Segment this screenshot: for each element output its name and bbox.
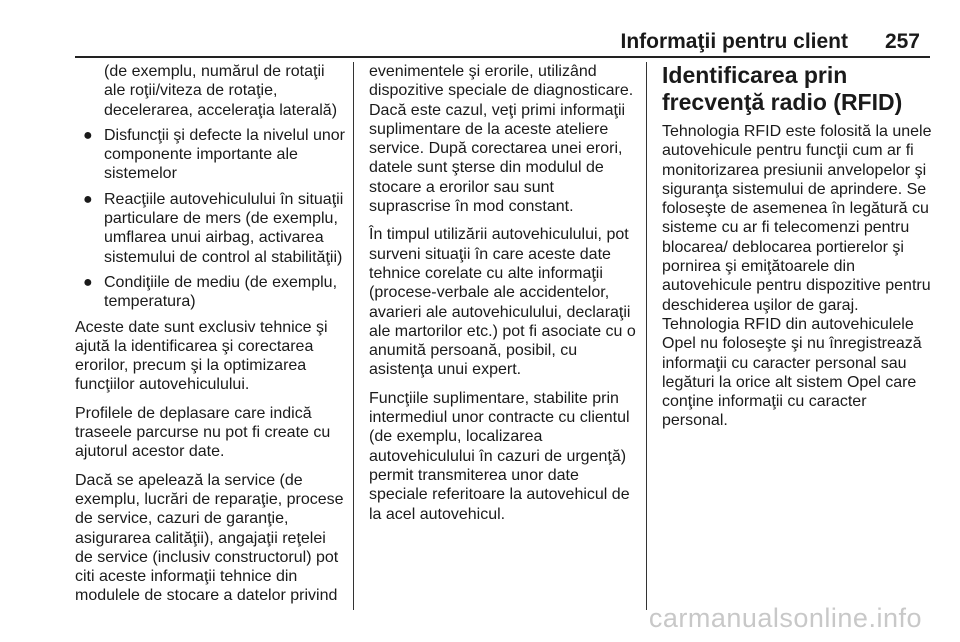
list-item — [75, 273, 345, 312]
column-divider — [353, 62, 354, 610]
paragraph: evenimentele şi erorile, utilizând dispozitive speciale de diagnosticare. Dacă este cazul, veţi primi informaţii suplimentare de la aceste ateliere service. După corectarea unei erori, datele sunt şterse din modulul de stocare a erorilor sau sunt suprascrise în mod constant. — [369, 63, 634, 216]
paragraph: Profilele de deplasare care indică traseele parcurse nu pot fi create cu ajutorul acestor date. — [75, 404, 331, 461]
column-3 — [662, 62, 932, 440]
paragraph: În timpul utilizării autovehiculului, pot surveni situaţii în care aceste date tehnice corelate cu alte informaţii (procese-verbale ale accidentelor, avarieri ale autovehiculului, declaraţii ale martorilor etc.) pot fi asociate cu o anumită persoană, posibil, cu asistenţa unui expert. — [369, 226, 636, 379]
column-1 — [75, 62, 345, 615]
bullet-icon: ● — [83, 273, 93, 291]
paragraph: Aceste date sunt exclusiv tehnice şi ajută la identificarea şi corectarea erorilor, precum şi la optimizarea funcţiilor autovehiculului. — [75, 318, 328, 394]
paragraph: Funcţiile suplimentare, stabilite prin intermediul unor contracte cu clientul (de exemplu, localizarea autovehiculului în cazuri de urgenţă) permit transmiterea unor date speciale referitoare la autovehicul de la acel autovehicul. — [369, 389, 630, 523]
list-item-text: Disfuncţii şi defecte la nivelul unor componente importante ale sistemelor — [104, 126, 346, 183]
list-item — [75, 126, 345, 184]
watermark: carmanualsonline.info — [648, 603, 922, 633]
page-header — [0, 30, 960, 58]
list-item-text: Condiţiile de mediu (de exemplu, temperatura) — [104, 273, 338, 311]
header-rule — [75, 56, 930, 58]
bullet-icon: ● — [83, 190, 93, 208]
bullet-icon: ● — [83, 126, 93, 144]
list-item-text: Reacţiile autovehiculului în situaţii particulare de mers (de exemplu, umflarea unui airbag, activarea sistemului de control al stabilităţii) — [104, 190, 344, 266]
paragraph: Dacă se apelează la service (de exemplu, lucrări de reparaţie, procese de service, cazuri de garanţie, asigurarea calităţii), angajaţii reţelei de service (inclusiv constructorul) pot citi aceste informaţii tehnice din modulele de stocare a datelor privind — [75, 471, 344, 605]
page-number: 257 — [884, 30, 920, 53]
column-2 — [369, 62, 637, 533]
section-heading: Identificarea prin frecvenţă radio (RFID) — [662, 62, 903, 115]
paragraph: Tehnologia RFID este folosită la unele autovehicule pentru funcţii cum ar fi monitorizarea presiunii anvelopelor şi siguranţa sistemului de aprindere. Se foloseşte de asemenea în legătură cu sisteme cu ar fi telecomenzi pentru blocarea/ deblocarea portierelor şi pornirea şi emiţătoarele din autovehicule pentru dispozitive pentru deschiderea uşilor de garaj. Tehnologia RFID din autovehiculele Opel nu foloseşte şi nu înregistrează informaţii cu caracter personal sau legături la orice alt sistem Opel care conţine informaţii cu caracter personal. — [662, 123, 932, 430]
list-item-continuation: (de exemplu, numărul de rotaţii ale roţii/viteza de rotaţie, decelerarea, acceleraţia laterală) — [104, 63, 338, 119]
list-item — [75, 190, 345, 267]
column-divider — [646, 62, 647, 610]
section-title: Informaţii pentru client — [620, 30, 848, 53]
